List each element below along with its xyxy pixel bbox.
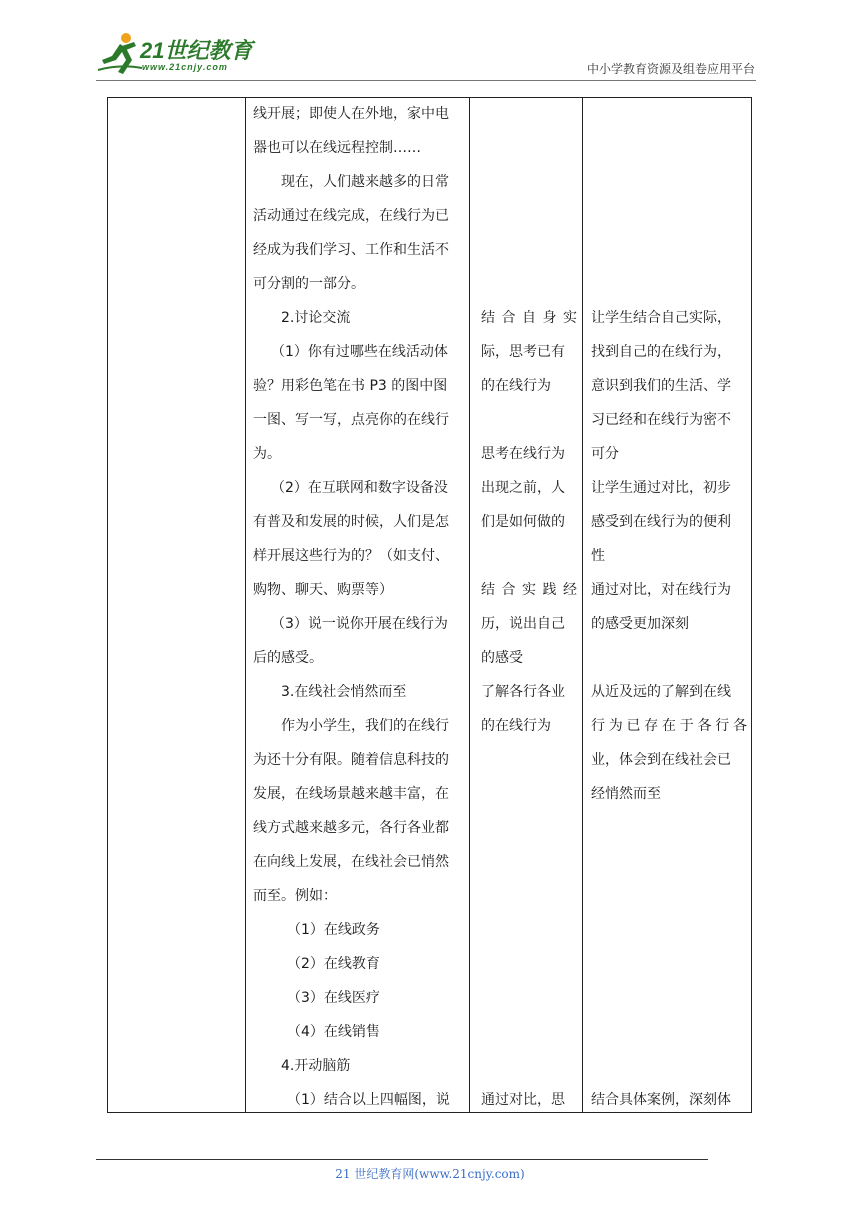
content-line: 作为小学生，我们的在线行 bbox=[281, 718, 449, 734]
content-line: 在向线上发展，在线社会已悄然 bbox=[253, 854, 449, 870]
activity-line: 出现之前，人 bbox=[481, 480, 565, 496]
platform-name: 中小学教育资源及组卷应用平台 bbox=[586, 62, 755, 76]
content-line: 后的感受。 bbox=[253, 650, 323, 666]
content-line: 经成为我们学习、工作和生活不 bbox=[253, 242, 449, 258]
activity-line: 的感受 bbox=[481, 650, 523, 666]
content-line: 发展，在线场景越来越丰富，在 bbox=[253, 786, 449, 802]
column-divider bbox=[582, 97, 583, 1113]
content-line: 线方式越来越多元，各行各业都 bbox=[253, 820, 449, 836]
content-line: 验？用彩色笔在书 P3 的图中图 bbox=[253, 378, 448, 394]
intent-line: 结合具体案例，深刻体 bbox=[591, 1092, 731, 1108]
intent-line: 的感受更加深刻 bbox=[591, 616, 689, 632]
content-line: 样开展这些行为的？（如支付、 bbox=[253, 548, 449, 564]
content-line: （1）结合以上四幅图，说 bbox=[287, 1092, 450, 1108]
intent-line: 从近及远的了解到在线 bbox=[591, 684, 731, 700]
column-divider bbox=[245, 97, 246, 1113]
activity-line: 通过对比，思 bbox=[481, 1092, 565, 1108]
content-line: 为。 bbox=[253, 446, 281, 462]
intent-line: 经悄然而至 bbox=[591, 786, 661, 802]
content-line: 器也可以在线远程控制…… bbox=[253, 140, 421, 156]
intent-line: 行为已存在于各行各 bbox=[591, 718, 747, 734]
list-item: （4）在线销售 bbox=[287, 1024, 380, 1040]
footer-link[interactable]: 21 世纪教育网(www.21cnjy.com) bbox=[335, 1167, 525, 1181]
running-man-icon bbox=[96, 30, 144, 76]
activity-line: 历，说出自己 bbox=[481, 616, 565, 632]
activity-line: 了解各行各业 bbox=[481, 684, 565, 700]
column-divider bbox=[469, 97, 470, 1113]
logo-subtext: www.21cnjy.com bbox=[142, 62, 228, 72]
activity-line: 结 合 自 身 实 bbox=[481, 310, 577, 326]
list-item: （1）在线政务 bbox=[287, 922, 380, 938]
section-heading: 2.讨论交流 bbox=[281, 310, 351, 326]
intent-line: 让学生通过对比，初步 bbox=[591, 480, 731, 496]
activity-line: 的在线行为 bbox=[481, 718, 551, 734]
list-item: （3）在线医疗 bbox=[287, 990, 380, 1006]
activity-line: 的在线行为 bbox=[481, 378, 551, 394]
list-item: （2）在线教育 bbox=[287, 956, 380, 972]
content-line: 一图、写一写，点亮你的在线行 bbox=[253, 412, 449, 428]
activity-line: 际，思考已有 bbox=[481, 344, 565, 360]
content-line: 而至。例如： bbox=[253, 888, 337, 904]
intent-line: 意识到我们的生活、学 bbox=[591, 378, 731, 394]
content-line: 活动通过在线完成，在线行为已 bbox=[253, 208, 449, 224]
content-line: 可分割的一部分。 bbox=[253, 276, 365, 292]
activity-line: 思考在线行为 bbox=[481, 446, 565, 462]
intent-line: 感受到在线行为的便利 bbox=[591, 514, 731, 530]
site-logo bbox=[96, 30, 266, 80]
header-rule bbox=[96, 80, 756, 81]
footer-rule bbox=[96, 1159, 708, 1160]
intent-line: 性 bbox=[591, 548, 605, 564]
intent-line: 找到自己的在线行为， bbox=[591, 344, 731, 360]
content-line: （2）在互联网和数字设备没 bbox=[271, 480, 448, 496]
content-line: 购物、聊天、购票等） bbox=[253, 582, 393, 598]
content-line: （3）说一说你开展在线行为 bbox=[271, 616, 448, 632]
intent-line: 习已经和在线行为密不 bbox=[591, 412, 731, 428]
intent-line: 可分 bbox=[591, 446, 619, 462]
content-line: 线开展；即使人在外地，家中电 bbox=[253, 106, 449, 122]
logo-text: 21世纪教育 bbox=[140, 38, 253, 63]
activity-line: 们是如何做的 bbox=[481, 514, 565, 530]
content-line: 有普及和发展的时候，人们是怎 bbox=[253, 514, 449, 530]
content-line: （1）你有过哪些在线活动体 bbox=[271, 344, 448, 360]
content-line: 为还十分有限。随着信息科技的 bbox=[253, 752, 449, 768]
section-heading: 3.在线社会悄然而至 bbox=[281, 684, 407, 700]
intent-line: 让学生结合自己实际， bbox=[591, 310, 731, 326]
intent-line: 通过对比，对在线行为 bbox=[591, 582, 731, 598]
activity-line: 结 合 实 践 经 bbox=[481, 582, 577, 598]
section-heading: 4.开动脑筋 bbox=[281, 1058, 351, 1074]
intent-line: 业，体会到在线社会已 bbox=[591, 752, 731, 768]
content-line: 现在，人们越来越多的日常 bbox=[281, 174, 449, 190]
